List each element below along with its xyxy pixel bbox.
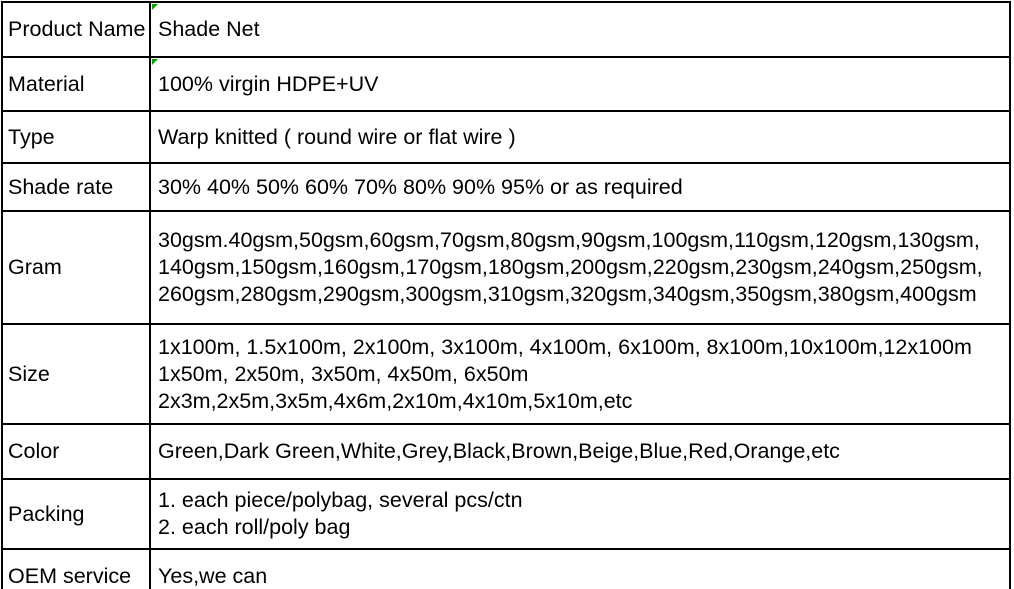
table-row-gram [2, 211, 1010, 324]
cell-text: 2x3m,2x5m,3x5m,4x6m,2x10m,4x10m,5x10m,etc [158, 388, 633, 413]
cell-text: 100% virgin HDPE+UV [158, 71, 379, 96]
cell-text: 30% 40% 50% 60% 70% 80% 90% 95% or as required [158, 174, 683, 199]
row-label-material: Material [2, 57, 150, 111]
row-label-size: Size [2, 324, 150, 424]
row-value-size [150, 324, 1010, 424]
cell-text: 140gsm,150gsm,160gsm,170gsm,180gsm,200gsm,220gsm,230gsm,240gsm,250gsm, [158, 255, 983, 279]
cell-error-marker-icon [152, 4, 158, 10]
cell-text: 1x50m, 2x50m, 3x50m, 4x50m, 6x50m [158, 361, 529, 386]
table-row-material [2, 57, 1010, 111]
row-label-packing: Packing [2, 479, 150, 549]
row-value-type [150, 111, 1010, 163]
cell-text: Green,Dark Green,White,Grey,Black,Brown,Beige,Blue,Red,Orange,etc [158, 439, 840, 463]
cell-text: Shade Net [158, 17, 260, 41]
table-row-size [2, 324, 1010, 424]
cell-text: Yes,we can [158, 564, 268, 588]
table-row-type [2, 111, 1010, 163]
cell-text: 260gsm,280gsm,290gsm,300gsm,310gsm,320gsm,340gsm,350gsm,380gsm,400gsm [158, 282, 977, 306]
row-label-shade-rate: Shade rate [2, 163, 150, 211]
row-value-material [150, 57, 1010, 111]
row-label-product-name: Product Name [2, 2, 150, 57]
cell-text: Warp knitted ( round wire or flat wire ) [158, 124, 516, 149]
table-row-packing [2, 479, 1010, 549]
row-label-oem-service: OEM service [2, 549, 150, 589]
row-label-color: Color [2, 424, 150, 479]
table-row-oem-service [2, 549, 1010, 589]
cell-text: 1x100m, 1.5x100m, 2x100m, 3x100m, 4x100m, 6x100m, 8x100m,10x100m,12x100m [158, 334, 972, 359]
table-row-color [2, 424, 1010, 479]
row-value-oem-service [150, 549, 1010, 589]
row-value-gram [150, 211, 1010, 324]
cell-text: 1. each piece/polybag, several pcs/ctn [158, 488, 523, 512]
table-row-product-name [2, 2, 1010, 57]
table-row-shade-rate [2, 163, 1010, 211]
row-value-shade-rate [150, 163, 1010, 211]
row-value-packing [150, 479, 1010, 549]
row-value-color [150, 424, 1010, 479]
row-value-product-name [150, 2, 1010, 57]
product-spec-table [1, 1, 1011, 589]
cell-text: 30gsm.40gsm,50gsm,60gsm,70gsm,80gsm,90gsm,100gsm,110gsm,120gsm,130gsm, [158, 228, 980, 252]
cell-error-marker-icon [152, 59, 158, 65]
row-label-type: Type [2, 111, 150, 163]
row-label-gram: Gram [2, 211, 150, 324]
cell-text: 2. each roll/poly bag [158, 515, 351, 539]
